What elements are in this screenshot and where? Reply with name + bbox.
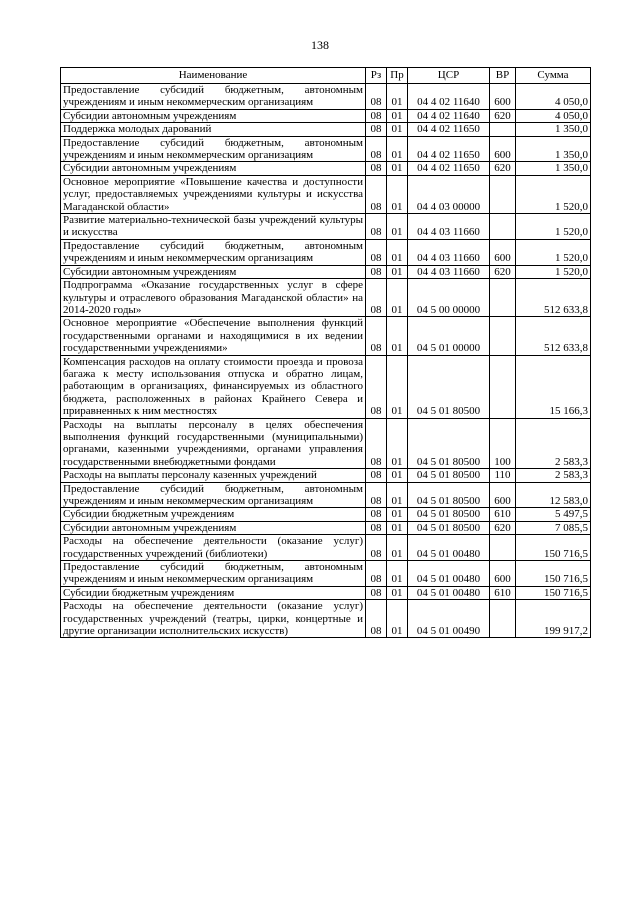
cell-rz: 08 (366, 561, 387, 587)
cell-rz: 08 (366, 109, 387, 122)
cell-csr: 04 5 01 80500 (408, 521, 490, 534)
table-row (61, 265, 591, 278)
cell-name: Расходы на выплаты персоналу в целях обеспечения выполнения функций государственными (муниципальными) органами, казенными учреждениями, органами управления государственными внебюджетными фондами (61, 418, 366, 469)
cell-rz: 08 (366, 123, 387, 136)
cell-pr: 01 (387, 265, 408, 278)
header-pr: Пр (387, 68, 408, 84)
cell-sum: 150 716,5 (516, 535, 591, 561)
cell-vr: 600 (490, 239, 516, 265)
cell-sum: 1 520,0 (516, 214, 591, 240)
cell-pr: 01 (387, 279, 408, 317)
cell-pr: 01 (387, 136, 408, 162)
cell-csr: 04 4 02 11640 (408, 109, 490, 122)
cell-name: Субсидии автономным учреждениям (61, 265, 366, 278)
table-row (61, 418, 591, 469)
cell-csr: 04 5 01 00000 (408, 317, 490, 355)
table-row (61, 586, 591, 599)
table-row (61, 214, 591, 240)
cell-sum: 4 050,0 (516, 84, 591, 110)
cell-sum: 1 520,0 (516, 239, 591, 265)
table-row (61, 162, 591, 175)
cell-csr: 04 5 01 80500 (408, 508, 490, 521)
header-name: Наименование (61, 68, 366, 84)
cell-csr: 04 5 00 00000 (408, 279, 490, 317)
cell-csr: 04 5 01 80500 (408, 482, 490, 508)
cell-name: Развитие материально-технической базы учреждений культуры и искусства (61, 214, 366, 240)
cell-sum: 150 716,5 (516, 561, 591, 587)
cell-csr: 04 5 01 80500 (408, 469, 490, 482)
cell-vr: 100 (490, 418, 516, 469)
cell-name: Компенсация расходов на оплату стоимости проезда и провоза багажа к месту использования отпуска и обратно лицам, работающим в организациях, финансируемых из областного бюджета, расположенных в районах Крайнего Севера и приравненных к ним местностях (61, 355, 366, 418)
cell-sum: 150 716,5 (516, 586, 591, 599)
cell-rz: 08 (366, 265, 387, 278)
cell-rz: 08 (366, 214, 387, 240)
cell-rz: 08 (366, 600, 387, 638)
cell-pr: 01 (387, 418, 408, 469)
cell-vr (490, 279, 516, 317)
cell-pr: 01 (387, 469, 408, 482)
cell-sum: 199 917,2 (516, 600, 591, 638)
cell-vr: 610 (490, 586, 516, 599)
cell-sum: 12 583,0 (516, 482, 591, 508)
cell-name: Расходы на обеспечение деятельности (оказание услуг) государственных учреждений (библиотеки) (61, 535, 366, 561)
cell-rz: 08 (366, 469, 387, 482)
cell-rz: 08 (366, 136, 387, 162)
cell-csr: 04 4 02 11650 (408, 162, 490, 175)
cell-name: Субсидии бюджетным учреждениям (61, 586, 366, 599)
cell-sum: 512 633,8 (516, 279, 591, 317)
cell-pr: 01 (387, 600, 408, 638)
table-row (61, 355, 591, 418)
cell-vr: 620 (490, 162, 516, 175)
cell-rz: 08 (366, 418, 387, 469)
cell-rz: 08 (366, 84, 387, 110)
cell-vr: 600 (490, 482, 516, 508)
table-row (61, 317, 591, 355)
cell-csr: 04 5 01 80500 (408, 355, 490, 418)
cell-vr (490, 535, 516, 561)
page-number: 138 (311, 38, 329, 52)
cell-csr: 04 4 03 11660 (408, 239, 490, 265)
table-row (61, 136, 591, 162)
cell-sum: 1 520,0 (516, 175, 591, 213)
cell-rz: 08 (366, 279, 387, 317)
cell-pr: 01 (387, 508, 408, 521)
table-row (61, 535, 591, 561)
cell-vr (490, 600, 516, 638)
cell-name: Основное мероприятие «Обеспечение выполнения функций государственными органами и находящимися в их ведении государственными учреждениями» (61, 317, 366, 355)
table-body (61, 84, 591, 638)
cell-sum: 2 583,3 (516, 418, 591, 469)
cell-rz: 08 (366, 175, 387, 213)
table-row (61, 239, 591, 265)
cell-name: Субсидии автономным учреждениям (61, 521, 366, 534)
cell-name: Субсидии бюджетным учреждениям (61, 508, 366, 521)
table-row (61, 482, 591, 508)
cell-name: Предоставление субсидий бюджетным, автономным учреждениям и иным некоммерческим организациям (61, 239, 366, 265)
cell-rz: 08 (366, 162, 387, 175)
cell-rz: 08 (366, 508, 387, 521)
cell-sum: 4 050,0 (516, 109, 591, 122)
cell-csr: 04 4 03 11660 (408, 214, 490, 240)
cell-sum: 5 497,5 (516, 508, 591, 521)
cell-pr: 01 (387, 123, 408, 136)
cell-csr: 04 4 02 11650 (408, 123, 490, 136)
cell-pr: 01 (387, 214, 408, 240)
cell-vr: 620 (490, 265, 516, 278)
cell-sum: 15 166,3 (516, 355, 591, 418)
cell-rz: 08 (366, 482, 387, 508)
cell-pr: 01 (387, 586, 408, 599)
header-sum: Сумма (516, 68, 591, 84)
cell-rz: 08 (366, 239, 387, 265)
cell-pr: 01 (387, 561, 408, 587)
cell-csr: 04 5 01 00480 (408, 535, 490, 561)
cell-sum: 512 633,8 (516, 317, 591, 355)
cell-rz: 08 (366, 355, 387, 418)
cell-sum: 1 350,0 (516, 123, 591, 136)
cell-name: Предоставление субсидий бюджетным, автономным учреждениям и иным некоммерческим организациям (61, 482, 366, 508)
cell-name: Предоставление субсидий бюджетным, автономным учреждениям и иным некоммерческим организациям (61, 84, 366, 110)
cell-vr (490, 214, 516, 240)
cell-csr: 04 4 02 11650 (408, 136, 490, 162)
table-row (61, 600, 591, 638)
cell-pr: 01 (387, 355, 408, 418)
cell-name: Предоставление субсидий бюджетным, автономным учреждениям и иным некоммерческим организациям (61, 561, 366, 587)
cell-sum: 1 350,0 (516, 136, 591, 162)
cell-sum: 2 583,3 (516, 469, 591, 482)
cell-name: Подпрограмма «Оказание государственных услуг в сфере культуры и отраслевого образования Магаданской области» на 2014-2020 годы» (61, 279, 366, 317)
cell-csr: 04 4 03 00000 (408, 175, 490, 213)
header-rz: Рз (366, 68, 387, 84)
cell-pr: 01 (387, 521, 408, 534)
cell-name: Основное мероприятие «Повышение качества и доступности услуг, предоставляемых учреждениями культуры и искусства Магаданской области» (61, 175, 366, 213)
cell-sum: 1 350,0 (516, 162, 591, 175)
cell-pr: 01 (387, 162, 408, 175)
cell-vr: 600 (490, 136, 516, 162)
cell-csr: 04 5 01 80500 (408, 418, 490, 469)
cell-rz: 08 (366, 586, 387, 599)
header-csr: ЦСР (408, 68, 490, 84)
cell-csr: 04 5 01 00490 (408, 600, 490, 638)
cell-vr: 110 (490, 469, 516, 482)
table-row (61, 175, 591, 213)
table-row (61, 279, 591, 317)
cell-pr: 01 (387, 482, 408, 508)
cell-pr: 01 (387, 175, 408, 213)
table-row (61, 561, 591, 587)
cell-vr: 600 (490, 84, 516, 110)
cell-csr: 04 4 03 11660 (408, 265, 490, 278)
cell-pr: 01 (387, 535, 408, 561)
cell-vr: 610 (490, 508, 516, 521)
table-header-row (61, 68, 591, 84)
cell-vr: 620 (490, 521, 516, 534)
cell-pr: 01 (387, 109, 408, 122)
cell-vr (490, 355, 516, 418)
table-row (61, 123, 591, 136)
cell-sum: 1 520,0 (516, 265, 591, 278)
cell-name: Расходы на выплаты персоналу казенных учреждений (61, 469, 366, 482)
cell-pr: 01 (387, 317, 408, 355)
budget-table (60, 67, 591, 638)
cell-vr (490, 175, 516, 213)
cell-name: Предоставление субсидий бюджетным, автономным учреждениям и иным некоммерческим организациям (61, 136, 366, 162)
cell-csr: 04 5 01 00480 (408, 561, 490, 587)
table-row (61, 521, 591, 534)
table-row (61, 508, 591, 521)
cell-name: Поддержка молодых дарований (61, 123, 366, 136)
cell-csr: 04 5 01 00480 (408, 586, 490, 599)
table-row (61, 84, 591, 110)
cell-rz: 08 (366, 317, 387, 355)
header-vr: ВР (490, 68, 516, 84)
cell-vr (490, 123, 516, 136)
cell-csr: 04 4 02 11640 (408, 84, 490, 110)
table-row (61, 469, 591, 482)
table-row (61, 109, 591, 122)
cell-vr: 600 (490, 561, 516, 587)
cell-rz: 08 (366, 535, 387, 561)
cell-sum: 7 085,5 (516, 521, 591, 534)
cell-vr (490, 317, 516, 355)
cell-pr: 01 (387, 239, 408, 265)
cell-rz: 08 (366, 521, 387, 534)
cell-pr: 01 (387, 84, 408, 110)
cell-vr: 620 (490, 109, 516, 122)
cell-name: Расходы на обеспечение деятельности (оказание услуг) государственных учреждений (театры, цирки, концертные и другие организации исполнительских искусств) (61, 600, 366, 638)
cell-name: Субсидии автономным учреждениям (61, 162, 366, 175)
cell-name: Субсидии автономным учреждениям (61, 109, 366, 122)
